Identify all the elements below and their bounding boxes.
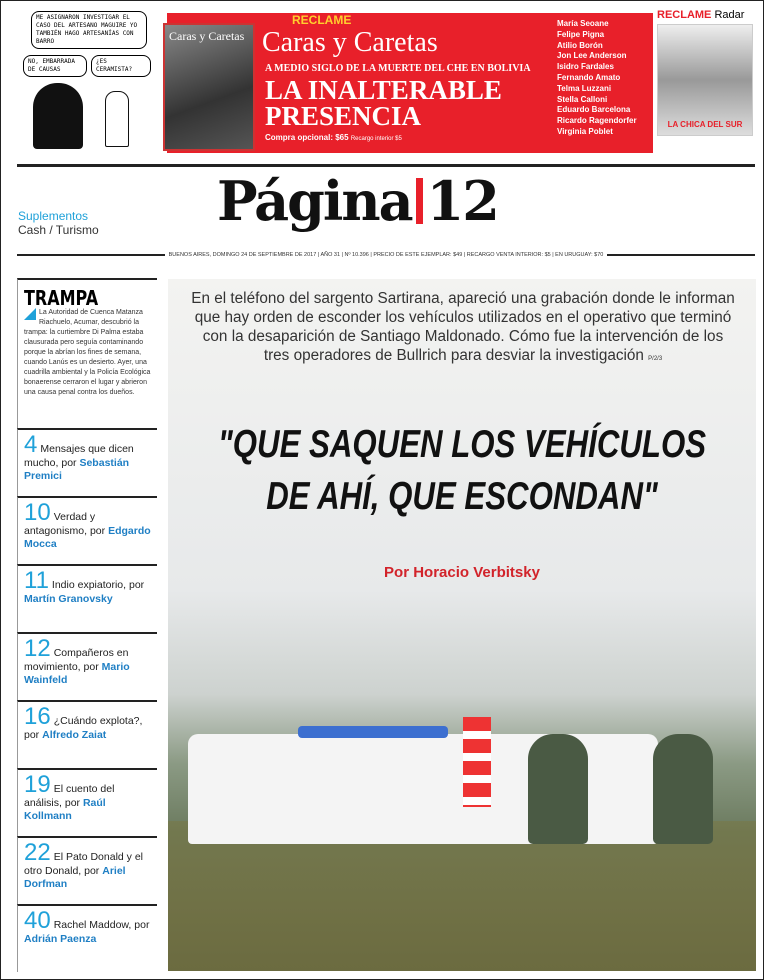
item-title: Indio expiatorio,: [51, 579, 127, 591]
supplements[interactable]: [18, 209, 99, 237]
ad-subtitle: A MEDIO SIGLO DE LA MUERTE DEL CHE EN BOLIVIA: [265, 63, 531, 74]
item-title: Verdad y antagonismo,: [24, 511, 96, 537]
item-by: por: [64, 797, 81, 809]
page-number: 11: [24, 567, 49, 594]
item-by: por: [83, 661, 99, 673]
lead-story[interactable]: [168, 279, 756, 971]
caras-y-caretas-ad[interactable]: [167, 13, 653, 153]
sidebar-item[interactable]: [17, 836, 157, 904]
page-number: 16: [24, 703, 51, 730]
item-author[interactable]: Mario Wainfeld: [24, 661, 130, 686]
sidebar-item[interactable]: [17, 496, 157, 564]
speech-bubble: ¿ES CERAMISTA?: [91, 55, 151, 77]
cartoon: [23, 11, 151, 151]
divider: [17, 164, 755, 167]
ad-reclame: RECLAME: [292, 13, 352, 27]
item-by: por: [128, 579, 145, 591]
ad-title: LA INALTERABLE PRESENCIA: [265, 75, 502, 131]
headline[interactable]: "QUE SAQUEN LOS VEHÍCULOS DE AHÍ, QUE ESCONDAN": [217, 423, 707, 518]
speech-bubble: NO, EMBARRADA DE CAUSAS: [23, 55, 87, 77]
cartoon-figure: [33, 83, 83, 149]
item-by: por: [24, 729, 40, 741]
item-by: por: [134, 919, 150, 931]
cartoon-figure: [105, 91, 129, 147]
item-title: Compañeros en movimiento,: [24, 647, 129, 673]
item-title: El cuento del análisis,: [24, 783, 115, 809]
sidebar-item[interactable]: [17, 700, 157, 768]
page-number: 10: [24, 499, 51, 526]
item-by: por: [61, 457, 77, 469]
item-author[interactable]: Martín Granovsky: [24, 593, 113, 605]
ad-authors: María Seoane Felipe Pigna Atilio Borón Jon Lee Anderson Isidro Fardales Fernando Amato Telma Luzzani Stella Calloni Eduardo Barcelona Ricardo Ragendorfer Virginia Poblet: [557, 19, 637, 136]
supplements-links[interactable]: Cash / Turismo: [18, 223, 99, 237]
radar-header: RECLAME Radar: [657, 9, 745, 21]
item-author[interactable]: Raúl Kollmann: [24, 797, 106, 822]
masthead-logo: Página 12: [217, 169, 498, 233]
trampa-body: La Autoridad de Cuenca Matanza Riachuelo, Acumar, descubrió la trampa: la curtiembre Di Palma estaba clausurada pero seguía contaminando porque la abrían los fines de semana, cuando Lanús es un desierto. Ayer, una cuadrilla ambiental y la Policía Ecológica bonaerense cerraron el lugar y abrieron una causa penal contra los dueños.: [24, 309, 151, 396]
speech-bubble: ME ASIGNARON INVESTIGAR EL CASO DEL ARTESANO MAGUIRE YO TAMBIÉN HAGO ARTESANÍAS CON BARRO: [31, 11, 147, 49]
item-title: Mensajes que dicen mucho,: [24, 443, 134, 469]
radar-ad[interactable]: [657, 9, 755, 149]
photo-cones: [463, 717, 491, 807]
sidebar-item[interactable]: [17, 632, 157, 700]
sidebar-item[interactable]: [17, 904, 157, 972]
sidebar-item[interactable]: [17, 428, 157, 496]
lede: En el teléfono del sargento Sartirana, apareció una grabación donde le informan que hay orden de esconder los vehículos utilizados en el operativo que terminó con la desaparición de Santiago Maldonado. Cómo fue la intervención de los tres operadores de Bullrich para desviar la investigación P/2/3: [191, 290, 735, 364]
trampa-brief[interactable]: [17, 278, 157, 428]
sidebar-item[interactable]: [17, 564, 157, 632]
supplements-label: Suplementos: [18, 209, 89, 223]
page-number: 12: [24, 635, 51, 662]
item-author[interactable]: Ariel Dorfman: [24, 865, 126, 890]
item-author[interactable]: Edgardo Mocca: [24, 525, 151, 550]
page-number: 22: [24, 839, 51, 866]
sidebar-item[interactable]: [17, 768, 157, 836]
item-title: El Pato Donald y el otro Donald,: [24, 851, 144, 877]
item-title: Rachel Maddow,: [53, 919, 132, 931]
dateline: BUENOS AIRES, DOMINGO 24 DE SEPTIEMBRE DE 2017 | AÑO 31 | Nº 10.396 | PRECIO DE ESTE EJEMPLAR: $49 | RECARGO VENTA INTERIOR: $5 | EN URUGUAY: $70: [17, 252, 755, 258]
ad-price: Compra opcional: $65 Recargo interior $5: [265, 133, 402, 142]
item-author[interactable]: Alfredo Zaiat: [42, 729, 107, 741]
item-title: ¿Cuándo explota?,: [53, 715, 143, 727]
photo-gendarme: [653, 734, 713, 844]
sidebar: [17, 278, 157, 972]
magazine-cover: Caras y Caretas: [163, 23, 255, 151]
item-author[interactable]: Sebastián Premici: [24, 457, 130, 482]
page-number: 40: [24, 907, 51, 934]
item-by: por: [84, 865, 100, 877]
item-author[interactable]: Adrián Paenza: [24, 933, 97, 945]
item-by: por: [89, 525, 106, 537]
photo-gendarme: [528, 734, 588, 844]
page-number: 19: [24, 771, 51, 798]
radar-cover: LA CHICA DEL SUR: [657, 24, 753, 136]
ad-brand: Caras y Caretas: [262, 27, 438, 58]
page-number: 4: [24, 431, 38, 458]
trampa-title: TRAMPA: [24, 286, 99, 310]
byline: Por Horacio Verbitsky: [384, 564, 540, 581]
